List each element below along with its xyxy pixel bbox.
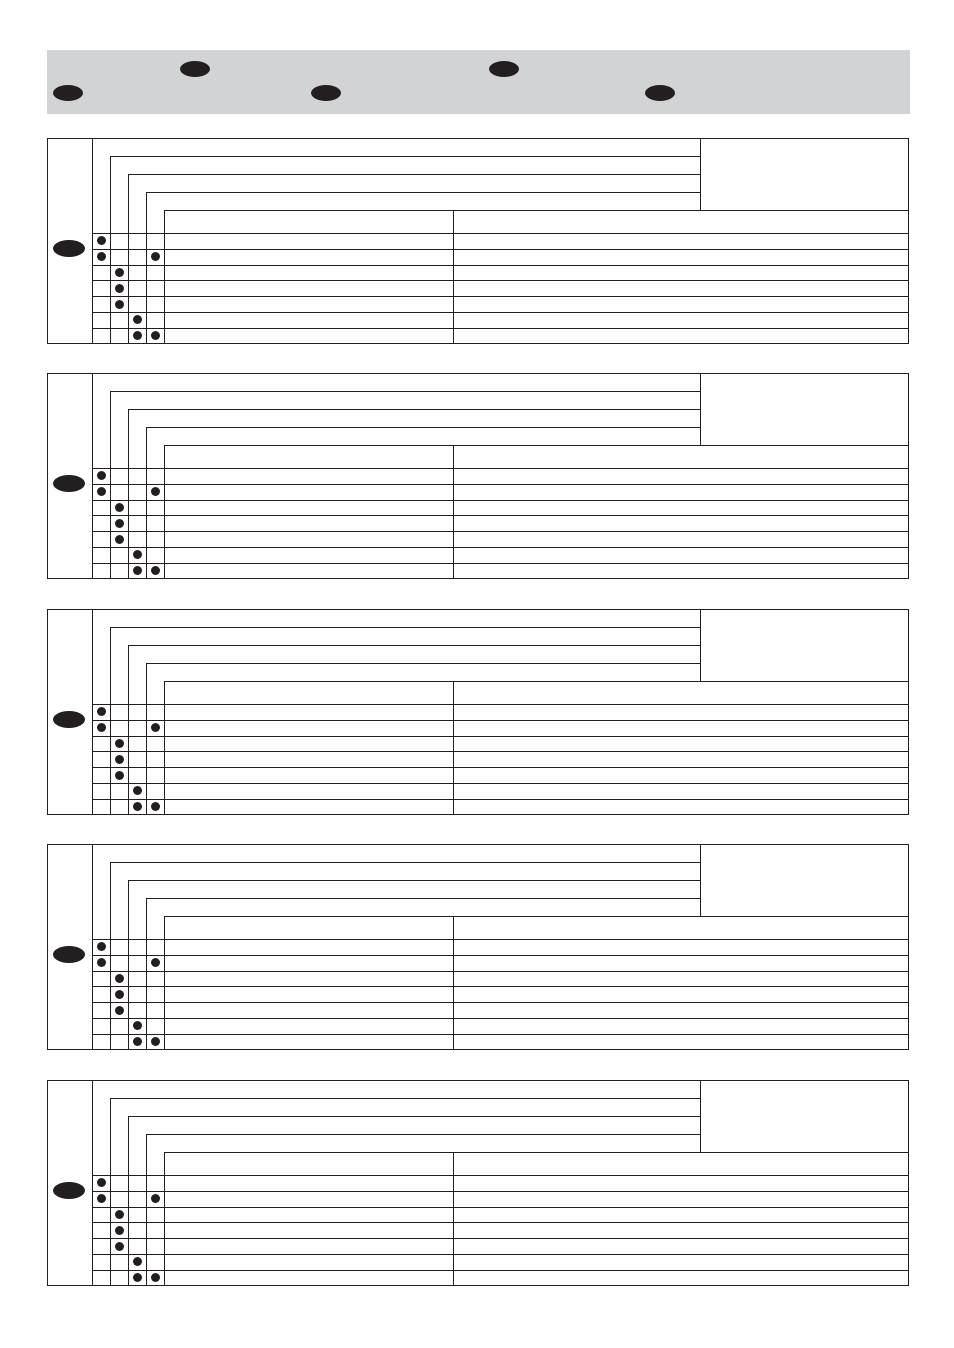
marker-dot bbox=[115, 739, 124, 748]
marker-dot bbox=[97, 236, 106, 245]
language-marker-pill bbox=[311, 85, 341, 101]
marker-dot bbox=[151, 723, 160, 732]
marker-dot bbox=[115, 1242, 124, 1251]
language-header-band bbox=[47, 50, 910, 114]
marker-dot bbox=[151, 802, 160, 811]
marker-dot bbox=[151, 487, 160, 496]
marker-dot bbox=[151, 252, 160, 261]
section-language-pill bbox=[53, 711, 85, 728]
marker-dot bbox=[97, 1178, 106, 1187]
marker-dot bbox=[133, 786, 142, 795]
marker-dot bbox=[97, 723, 106, 732]
marker-dot bbox=[97, 252, 106, 261]
table-rules bbox=[47, 1080, 909, 1286]
marker-dot bbox=[97, 471, 106, 480]
marker-dot bbox=[115, 1226, 124, 1235]
language-marker-pill bbox=[53, 85, 83, 101]
marker-dot bbox=[115, 519, 124, 528]
marker-dot bbox=[115, 990, 124, 999]
marker-dot bbox=[151, 566, 160, 575]
section-language-pill bbox=[53, 946, 85, 963]
marker-dot bbox=[115, 771, 124, 780]
table-3 bbox=[47, 609, 909, 815]
marker-dot bbox=[133, 315, 142, 324]
table-rules bbox=[47, 844, 909, 1050]
marker-dot bbox=[133, 1021, 142, 1030]
marker-dot bbox=[133, 1273, 142, 1282]
section-language-pill bbox=[53, 240, 85, 257]
marker-dot bbox=[97, 707, 106, 716]
language-marker-pill bbox=[180, 61, 210, 77]
marker-dot bbox=[115, 1210, 124, 1219]
table-rules bbox=[47, 609, 909, 815]
marker-dot bbox=[133, 550, 142, 559]
marker-dot bbox=[115, 974, 124, 983]
marker-dot bbox=[115, 268, 124, 277]
table-2 bbox=[47, 373, 909, 579]
marker-dot bbox=[97, 1194, 106, 1203]
section-language-pill bbox=[53, 1182, 85, 1199]
marker-dot bbox=[115, 535, 124, 544]
table-4 bbox=[47, 844, 909, 1050]
marker-dot bbox=[133, 802, 142, 811]
marker-dot bbox=[151, 331, 160, 340]
marker-dot bbox=[97, 487, 106, 496]
marker-dot bbox=[151, 1194, 160, 1203]
table-1 bbox=[47, 138, 909, 344]
table-rules bbox=[47, 373, 909, 579]
marker-dot bbox=[97, 958, 106, 967]
marker-dot bbox=[115, 300, 124, 309]
marker-dot bbox=[133, 1257, 142, 1266]
marker-dot bbox=[133, 566, 142, 575]
marker-dot bbox=[115, 284, 124, 293]
table-rules bbox=[47, 138, 909, 344]
marker-dot bbox=[151, 1273, 160, 1282]
language-marker-pill bbox=[489, 61, 519, 77]
marker-dot bbox=[151, 958, 160, 967]
language-marker-pill bbox=[645, 85, 675, 101]
marker-dot bbox=[133, 331, 142, 340]
marker-dot bbox=[97, 942, 106, 951]
marker-dot bbox=[133, 1037, 142, 1046]
marker-dot bbox=[115, 503, 124, 512]
table-5 bbox=[47, 1080, 909, 1286]
marker-dot bbox=[115, 1006, 124, 1015]
marker-dot bbox=[115, 755, 124, 764]
section-language-pill bbox=[53, 475, 85, 492]
marker-dot bbox=[151, 1037, 160, 1046]
